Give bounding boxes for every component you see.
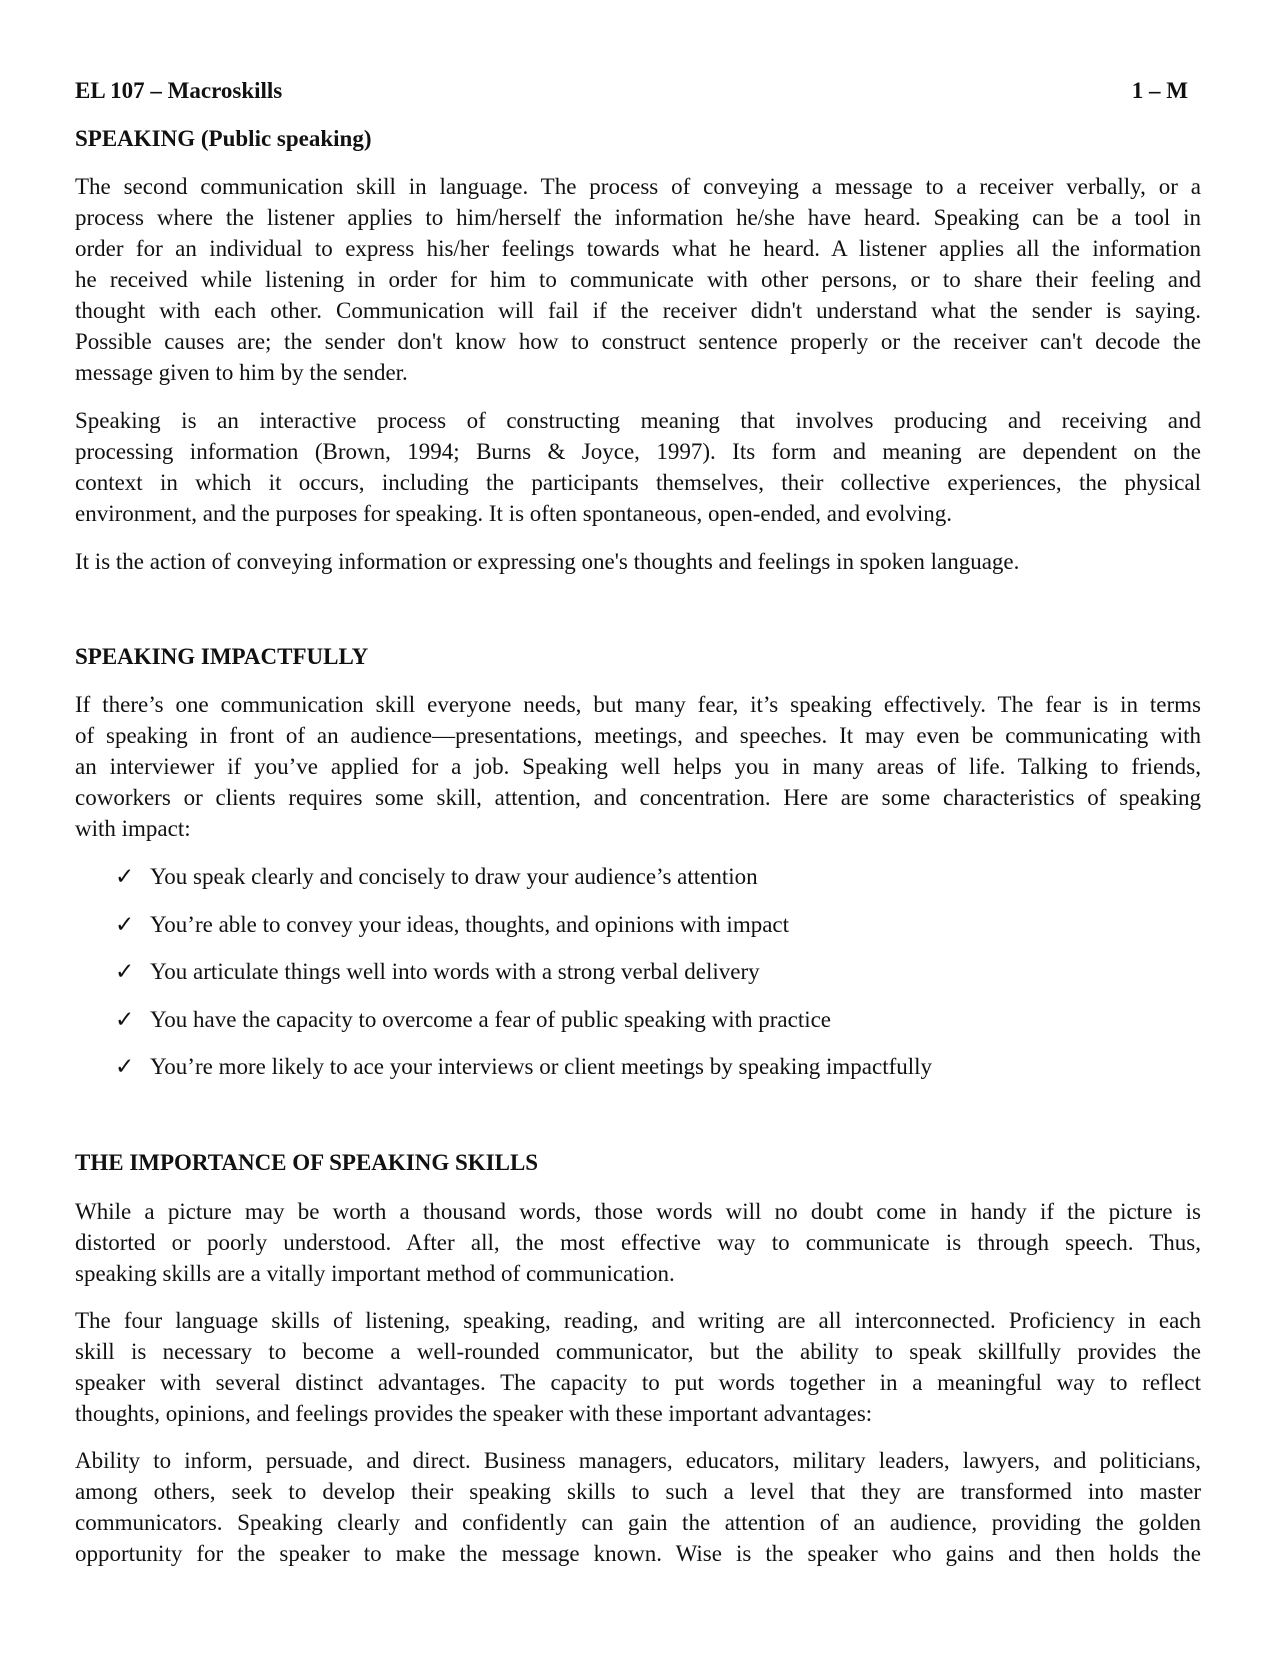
text-line: While a picture may be worth a thousand words, those words will no doubt come in handy if the picture is [75,1199,1201,1224]
paragraph [75,1445,1201,1569]
text-line: context in which it occurs, including the participants themselves, their collective experiences, the physical [75,470,1201,495]
text-line: environment, and the purposes for speaking. It is often spontaneous, open-ended, and evolving. [75,501,952,526]
text-line: speaker with several distinct advantages. The capacity to put words together in a meaningful way to reflect [75,1370,1201,1395]
text-line: Ability to inform, persuade, and direct. Business managers, educators, military leaders, lawyers, and politicians, [75,1448,1201,1473]
text-line: thought with each other. Communication will fail if the receiver didn't understand what the sender is saying. [75,298,1201,323]
section-title-impactfully: SPEAKING IMPACTFULLY [75,644,369,669]
paragraph [75,171,1201,388]
text-line: process where the listener applies to him/herself the information he/she have heard. Speaking can be a tool in [75,205,1201,230]
text-line: an interviewer if you’ve applied for a job. Speaking well helps you in many areas of life. Talking to friends, [75,754,1201,779]
section-title-importance: THE IMPORTANCE OF SPEAKING SKILLS [75,1150,539,1175]
section-title-speaking: SPEAKING (Public speaking) [75,126,372,151]
paragraph [75,546,1201,577]
bullet-item [115,909,789,940]
text-line: The four language skills of listening, speaking, reading, and writing are all interconnected. Proficiency in each [75,1308,1201,1333]
text-line: opportunity for the speaker to make the message known. Wise is the speaker who gains and then holds the [75,1541,1201,1566]
page-label: 1 – M [1131,78,1188,103]
text-line: speaking skills are a vitally important method of communication. [75,1261,675,1286]
text-line: message given to him by the sender. [75,360,408,385]
paragraph [75,689,1201,844]
bullet-text: You have the capacity to overcome a fear of public speaking with practice [150,1006,832,1032]
text-line: order for an individual to express his/her feelings towards what he heard. A listener applies all the information [75,236,1201,261]
checkmark-icon: ✓ [115,864,135,889]
bullet-text: You speak clearly and concisely to draw your audience’s attention [150,864,758,889]
bullet-text: You’re more likely to ace your interviews or client meetings by speaking impactfully [150,1054,933,1079]
text-line: If there’s one communication skill everyone needs, but many fear, it’s speaking effectively. The fear is in terms [75,692,1201,717]
text-line: Possible causes are; the sender don't know how to construct sentence properly or the receiver can't decode the [75,329,1201,354]
checkmark-icon: ✓ [115,911,135,937]
text-line: The second communication skill in language. The process of conveying a message to a receiver verbally, or a [75,174,1201,199]
text-line: thoughts, opinions, and feelings provides the speaker with these important advantages: [75,1401,873,1426]
bullet-item [115,1051,932,1082]
paragraph [75,1196,1201,1289]
text-line: he received while listening in order for him to communicate with other persons, or to share their feeling and [75,267,1201,292]
text-line: It is the action of conveying information or expressing one's thoughts and feelings in spoken language. [75,549,1020,574]
bullet-text: You articulate things well into words with a strong verbal delivery [150,959,760,984]
checkmark-icon: ✓ [115,1054,135,1079]
bullet-item [115,861,758,892]
course-header: EL 107 – Macroskills [75,78,283,103]
bullet-text: You’re able to convey your ideas, thoughts, and opinions with impact [150,911,790,937]
text-line: among others, seek to develop their speaking skills to such a level that they are transformed into master [75,1479,1201,1504]
text-line: skill is necessary to become a well-rounded communicator, but the ability to speak skillfully provides the [75,1339,1201,1364]
text-line: coworkers or clients requires some skill, attention, and concentration. Here are some characteristics of speaking [75,785,1201,810]
text-line: distorted or poorly understood. After all, the most effective way to communicate is through speech. Thus, [75,1230,1201,1255]
paragraph [75,1305,1201,1429]
bullet-item [115,1004,831,1035]
text-line: processing information (Brown, 1994; Burns & Joyce, 1997). Its form and meaning are dependent on the [75,439,1201,464]
text-line: Speaking is an interactive process of constructing meaning that involves producing and receiving and [75,408,1201,433]
bullet-item [115,956,760,987]
paragraph [75,405,1201,529]
checkmark-icon: ✓ [115,959,135,984]
checkmark-icon: ✓ [115,1006,135,1032]
text-line: with impact: [75,816,191,841]
text-line: of speaking in front of an audience—presentations, meetings, and speeches. It may even be communicating with [75,723,1201,748]
text-line: communicators. Speaking clearly and confidently can gain the attention of an audience, providing the golden [75,1510,1201,1535]
